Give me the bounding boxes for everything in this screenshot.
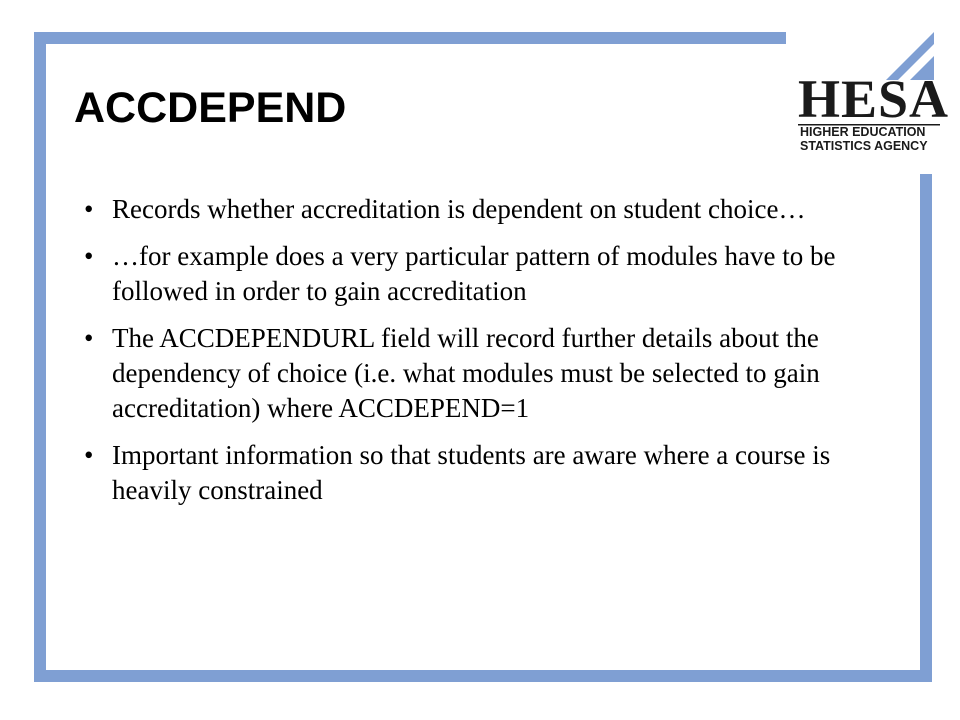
bullet-text: …for example does a very particular pattern of modules have to be followed in order to gain accreditation — [112, 241, 836, 306]
bullet-list — [78, 192, 908, 520]
bullet-text: Important information so that students are aware where a course is heavily constrained — [112, 440, 831, 505]
frame-right-bar — [920, 174, 932, 682]
bullet-text: The ACCDEPENDURL field will record further details about the dependency of choice (i.e. what modules must be selected to gain accreditation) where ACCDEPEND=1 — [112, 323, 820, 423]
bullet-item — [78, 321, 908, 426]
bullet-dot-icon: • — [84, 323, 94, 353]
bullet-text: Records whether accreditation is dependent on student choice… — [112, 194, 806, 224]
frame-bottom-bar — [34, 670, 932, 682]
frame-left-bar — [34, 32, 46, 682]
bullet-item — [78, 239, 908, 309]
frame-top-bar — [34, 32, 786, 44]
logo-subtitle-line2: STATISTICS AGENCY — [800, 139, 928, 153]
bullet-dot-icon: • — [84, 241, 94, 271]
bullet-item — [78, 438, 908, 508]
logo-subtitle-line1: HIGHER EDUCATION — [800, 125, 926, 139]
hesa-logo — [786, 30, 950, 160]
bullet-dot-icon: • — [84, 194, 94, 224]
bullet-item — [78, 192, 908, 227]
bullet-dot-icon: • — [84, 440, 94, 470]
slide-title: ACCDEPEND — [74, 84, 347, 132]
logo-wordmark: HESA — [798, 69, 950, 129]
